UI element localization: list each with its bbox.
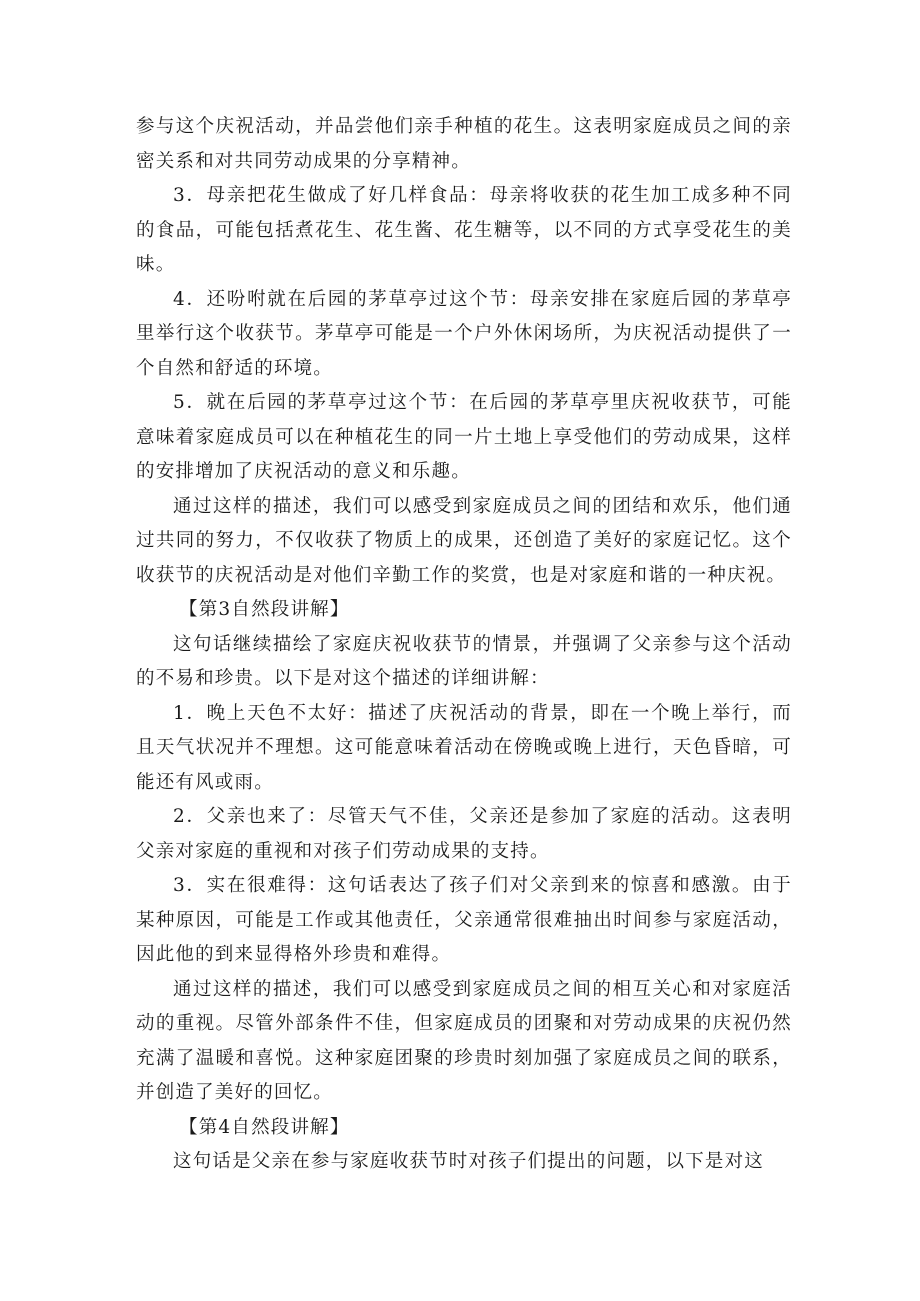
paragraph-continuation: 参与这个庆祝活动，并品尝他们亲手种植的花生。这表明家庭成员之间的亲密关系和对共同劳动成果的分享精神。 xyxy=(136,116,792,172)
list-item-5-festival: 5．就在后园的茅草亭过这个节：在后园的茅草亭里庆祝收获节，可能意味着家庭成员可以在种植花生的同一片土地上享受他们的劳动成果，这样的安排增加了庆祝活动的意义和乐趣。 xyxy=(136,392,792,482)
list-item-3-food: 3．母亲把花生做成了好几样食品：母亲将收获的花生加工成多种不同的食品，可能包括煮花生、花生酱、花生糖等，以不同的方式享受花生的美味。 xyxy=(136,185,792,275)
list-item-3-rare: 3．实在很难得：这句话表达了孩子们对父亲到来的惊喜和感激。由于某种原因，可能是工作或其他责任，父亲通常很难抽出时间参与家庭活动，因此他的到来显得格外珍贵和难得。 xyxy=(136,875,792,965)
document-body xyxy=(136,110,792,1180)
list-item-1-weather: 1．晚上天色不太好：描述了庆祝活动的背景，即在一个晚上举行，而且天气状况并不理想。这可能意味着活动在傍晚或晚上进行，天色昏暗，可能还有风或雨。 xyxy=(136,702,792,793)
section-heading-4: 【第4自然段讲解】 xyxy=(179,1116,350,1138)
paragraph-summary-2: 通过这样的描述，我们可以感受到家庭成员之间的团结和欢乐，他们通过共同的努力，不仅收获了物质上的成果，还创造了美好的家庭记忆。这个收获节的庆祝活动是对他们辛勤工作的奖赏，也是对家庭和谐的一种庆祝。 xyxy=(136,495,792,586)
section-heading-3: 【第3自然段讲解】 xyxy=(179,599,350,620)
paragraph-intro-3: 这句话继续描绘了家庭庆祝收获节的情景，并强调了父亲参与这个活动的不易和珍贵。以下是对这个描述的详细讲解： xyxy=(136,633,792,689)
list-item-4-pavilion: 4．还吩咐就在后园的茅草亭过这个节：母亲安排在家庭后园的茅草亭里举行这个收获节。茅草亭可能是一个户外休闲场所，为庆祝活动提供了一个自然和舒适的环境。 xyxy=(136,288,792,379)
paragraph-intro-4: 这句话是父亲在参与家庭收获节时对孩子们提出的问题，以下是对这 xyxy=(173,1151,765,1172)
paragraph-summary-3: 通过这样的描述，我们可以感受到家庭成员之间的相互关心和对家庭活动的重视。尽管外部条件不佳，但家庭成员的团聚和对劳动成果的庆祝仍然充满了温暖和喜悦。这种家庭团聚的珍贵时刻加强了家庭成员之间的联系，并创造了美好的回忆。 xyxy=(136,978,792,1103)
list-item-2-father: 2．父亲也来了：尽管天气不佳，父亲还是参加了家庭的活动。这表明父亲对家庭的重视和对孩子们劳动成果的支持。 xyxy=(136,806,792,862)
